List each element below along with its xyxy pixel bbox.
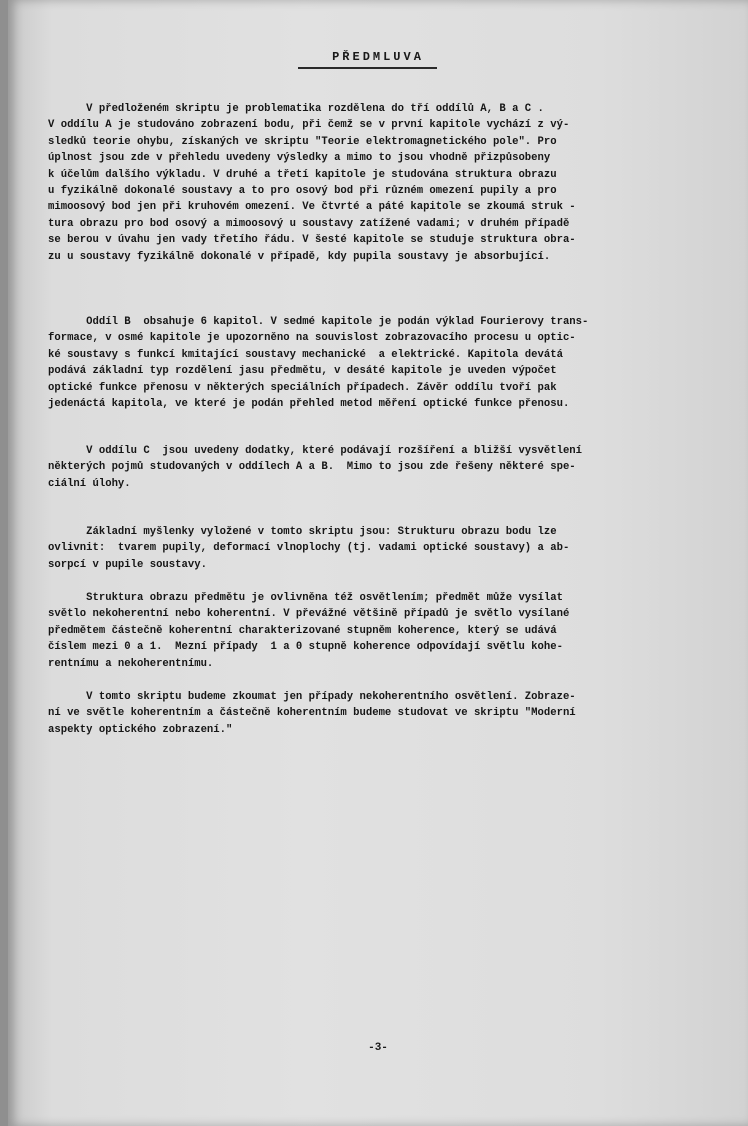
text-line: číslem mezi 0 a 1. Mezní případy 1 a 0 stupně koherence odpovídají světlu kohe-	[48, 641, 563, 654]
text-line: se berou v úvahu jen vady třetího řádu. V šesté kapitole se studuje struktura obra-	[48, 234, 576, 247]
text-line: ní ve světle koherentním a částečně koherentním budeme studovat ve skriptu "Moderní	[48, 707, 576, 720]
text-line: mimoosový bod jen při kruhovém omezení. Ve čtvrté a páté kapitole se zkoumá struk -	[48, 201, 576, 214]
text-line: V tomto skriptu budeme zkoumat jen případy nekoherentního osvětlení. Zobraze-	[48, 691, 576, 703]
title-underline	[298, 67, 437, 69]
text-line: Struktura obrazu předmětu je ovlivněna též osvětlením; předmět může vysílat	[48, 592, 563, 604]
paragraph-6	[48, 689, 708, 738]
text-line: podává základní typ rozdělení jasu předmětu, v desáté kapitole je uveden výpočet	[48, 365, 557, 378]
text-line: světlo nekoherentní nebo koherentní. V převážné většině případů je světlo vysílané	[48, 608, 570, 621]
text-line: ovlivnit: tvarem pupily, deformací vlnoplochy (tj. vadami optické soustavy) a ab-	[48, 542, 570, 555]
text-line: zu u soustavy fyzikálně dokonalé v případě, kdy pupila soustavy je absorbující.	[48, 250, 551, 263]
paragraph-5	[48, 590, 708, 672]
paragraph-1	[48, 101, 708, 265]
page-number: -3-	[368, 1042, 388, 1054]
page-title: PŘEDMLUVA	[332, 50, 424, 64]
text-line: ké soustavy s funkcí kmitající soustavy mechanické a elektrické. Kapitola devátá	[48, 348, 563, 361]
text-line: Základní myšlenky vyložené v tomto skriptu jsou: Strukturu obrazu bodu lze	[48, 526, 557, 538]
text-line: Oddíl B obsahuje 6 kapitol. V sedmé kapitole je podán výklad Fourierovy trans-	[48, 316, 589, 328]
text-line: tura obrazu pro bod osový a mimoosový u soustavy zatížené vadami; v druhém případě	[48, 217, 570, 230]
text-line: předmětem částečně koherentní charakterizované stupněm koherence, který se udává	[48, 624, 557, 637]
document-page	[8, 0, 748, 1126]
text-line: některých pojmů studovaných v oddílech A a B. Mimo to jsou zde řešeny některé spe-	[48, 461, 576, 474]
text-line: sorpcí v pupile soustavy.	[48, 558, 207, 571]
text-line: k účelům dalšího výkladu. V druhé a třetí kapitole je studována struktura obrazu	[48, 168, 557, 181]
text-line: jedenáctá kapitola, ve které je podán přehled metod měření optické funkce přenosu.	[48, 398, 570, 411]
text-line: formace, v osmé kapitole je upozorněno na souvislost zobrazovacího procesu u optic-	[48, 332, 576, 345]
text-line: sledků teorie ohybu, získaných ve skriptu "Teorie elektromagnetického pole". Pro	[48, 135, 557, 148]
text-line: aspekty optického zobrazení."	[48, 723, 233, 736]
text-line: u fyzikálně dokonalé soustavy a to pro osový bod při různém omezení pupily a pro	[48, 185, 557, 198]
text-line: ciální úlohy.	[48, 477, 131, 490]
paragraph-4	[48, 524, 708, 573]
text-line: rentnímu a nekoherentnímu.	[48, 657, 214, 670]
text-line: V oddílu A je studováno zobrazení bodu, při čemž se v první kapitole vychází z vý-	[48, 119, 570, 132]
text-line: úplnost jsou zde v přehledu uvedeny výsledky a mimo to jsou vhodně přizpůsobeny	[48, 152, 551, 165]
text-line: optické funkce přenosu v některých speciálních případech. Závěr oddílu tvoří pak	[48, 381, 557, 394]
paragraph-3	[48, 443, 708, 492]
text-line: V předloženém skriptu je problematika rozdělena do tří oddílů A, B a C .	[48, 103, 544, 115]
paragraph-2	[48, 314, 708, 412]
text-line: V oddílu C jsou uvedeny dodatky, které podávají rozšíření a bližší vysvětlení	[48, 445, 583, 457]
